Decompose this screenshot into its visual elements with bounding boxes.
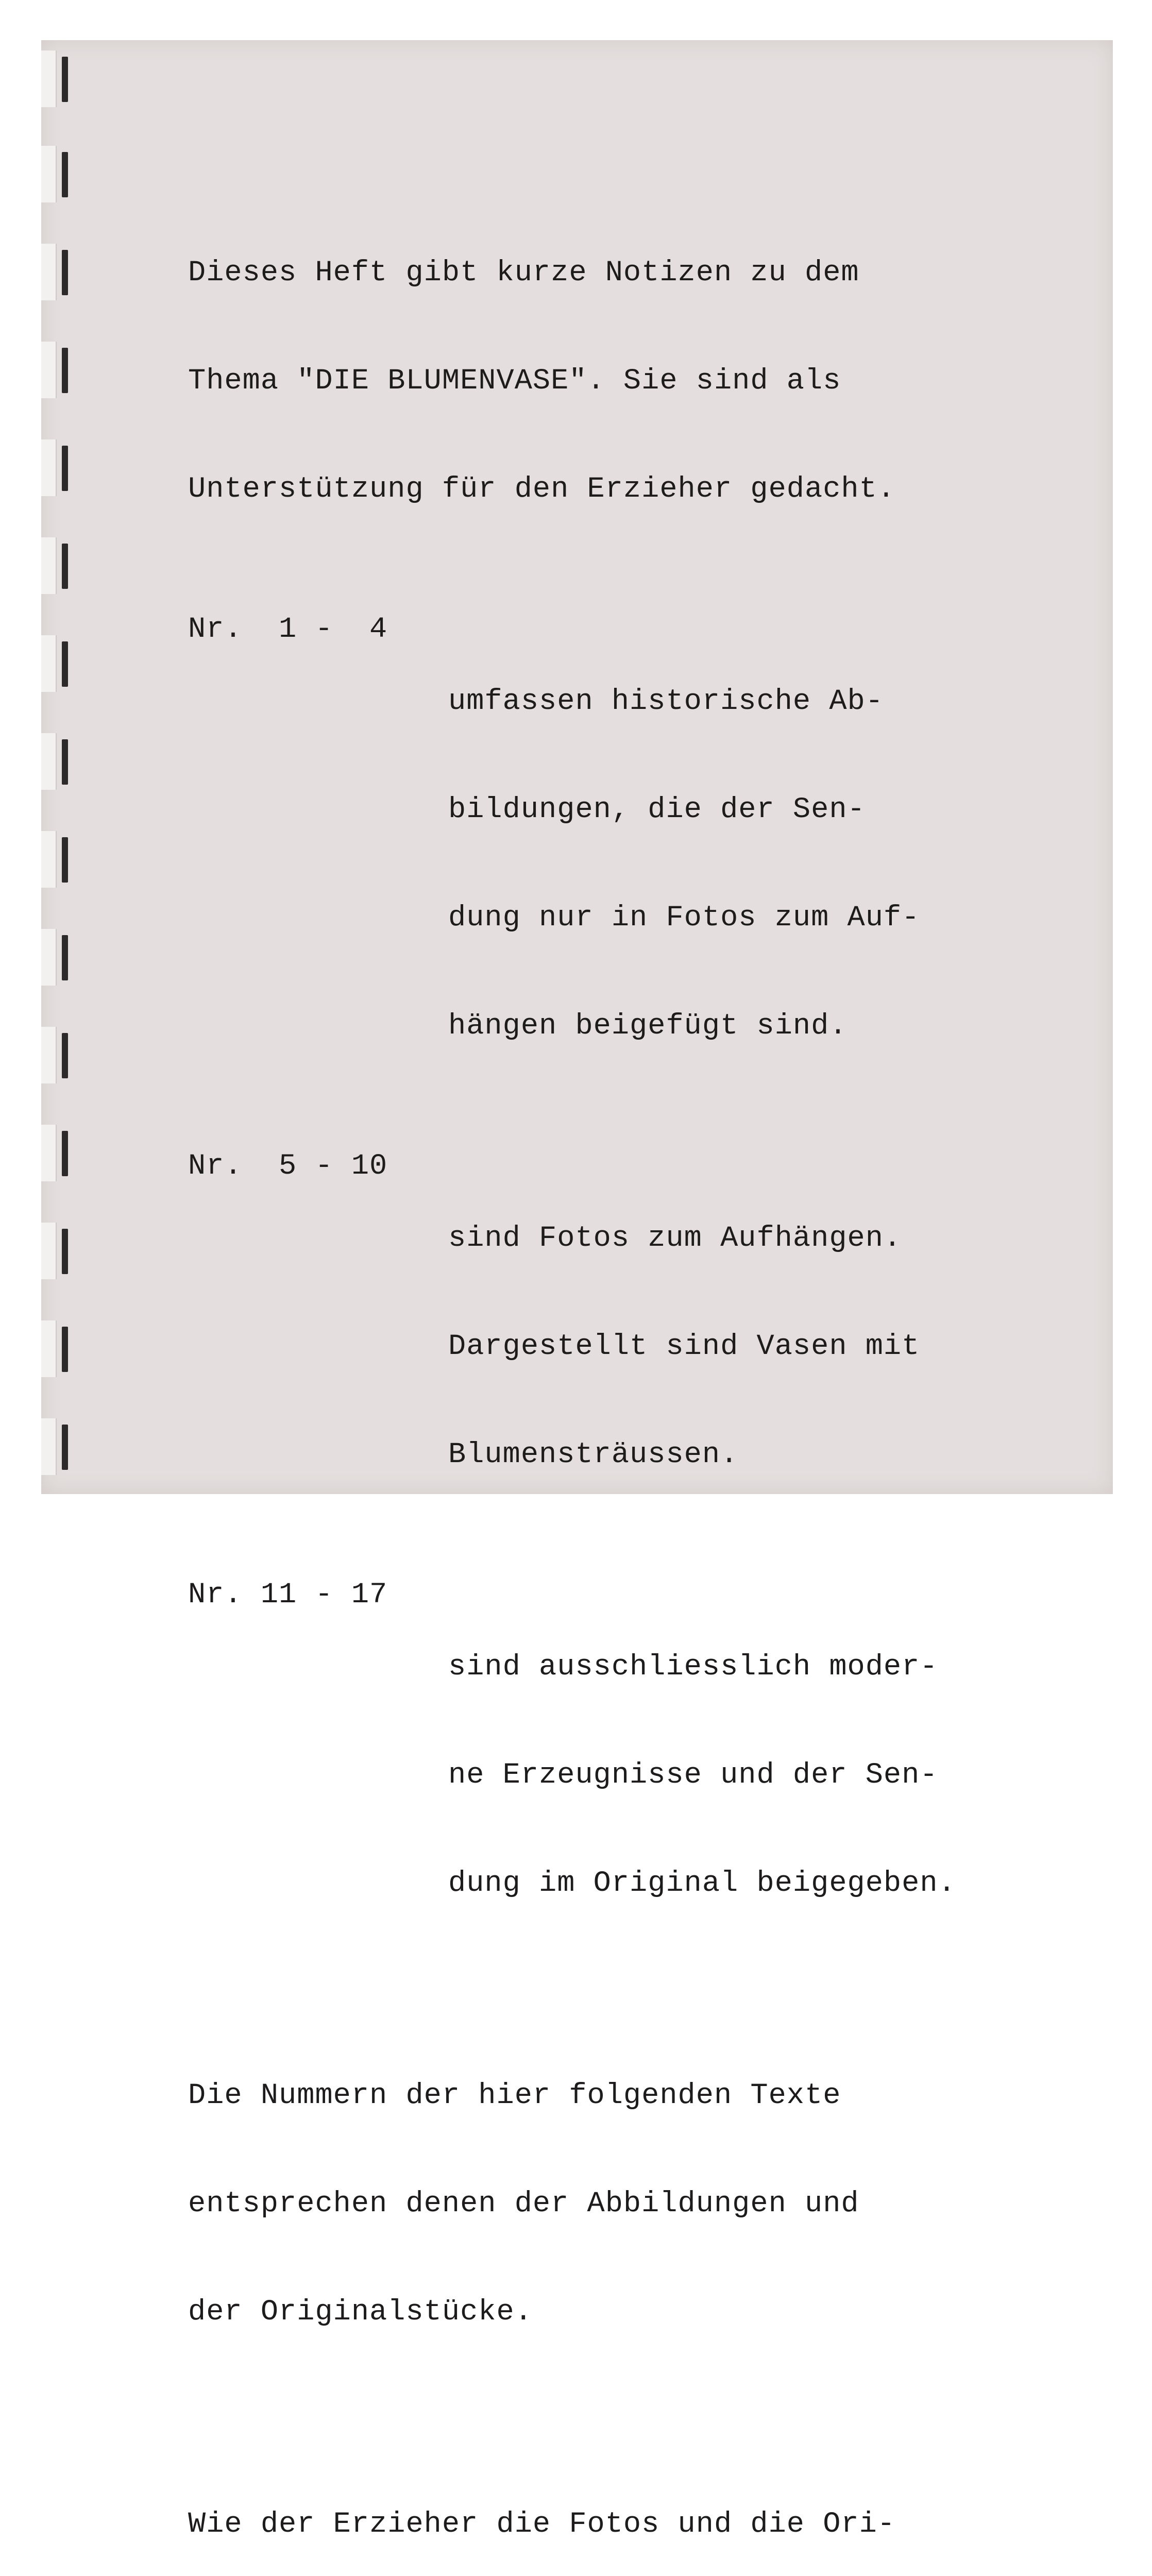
- numbered-item: [188, 1148, 956, 1545]
- intro-paragraph: [188, 183, 956, 580]
- text-line: ne Erzeugnisse und der Sen-: [448, 1759, 938, 1792]
- spiral-binding: [41, 40, 77, 1494]
- text-line: hängen beigefügt sind.: [448, 1010, 848, 1043]
- item-description: [448, 1577, 956, 1974]
- text-line: bildungen, die der Sen-: [448, 793, 866, 826]
- item-number-range: Nr. 5 - 10: [188, 1150, 388, 1183]
- item-number-range: Nr. 1 - 4: [188, 613, 388, 646]
- binding-slot: [41, 1320, 77, 1377]
- binding-slot: [41, 244, 77, 300]
- binding-slot: [41, 50, 77, 107]
- binding-slot: [41, 831, 77, 888]
- binding-slot: [41, 1223, 77, 1279]
- binding-slot: [41, 146, 77, 202]
- text-line: Die Nummern der hier folgenden Texte: [188, 2079, 841, 2112]
- numbered-item: [188, 1577, 956, 1974]
- binding-slot: [41, 1418, 77, 1475]
- item-description: [448, 612, 920, 1116]
- text-line: sind ausschliesslich moder-: [448, 1651, 938, 1684]
- text-line: entsprechen denen der Abbildungen und: [188, 2188, 859, 2221]
- binding-slot: [41, 1125, 77, 1181]
- text-line: dung im Original beigegeben.: [448, 1867, 956, 1900]
- binding-slot: [41, 1027, 77, 1083]
- text-line: Blumensträussen.: [448, 1438, 739, 1471]
- text-line: der Originalstücke.: [188, 2296, 533, 2329]
- text-line: dung nur in Fotos zum Auf-: [448, 902, 920, 935]
- text-line: Unterstützung für den Erzieher gedacht.: [188, 473, 896, 506]
- typewritten-text: [188, 183, 956, 2576]
- numbering-note-paragraph: [188, 2006, 956, 2402]
- item-description: [448, 1148, 920, 1545]
- text-line: Dieses Heft gibt kurze Notizen zu dem: [188, 257, 859, 290]
- usage-note-paragraph: [188, 2434, 956, 2576]
- binding-slot: [41, 537, 77, 594]
- binding-slot: [41, 439, 77, 496]
- binding-slot: [41, 929, 77, 986]
- item-number-range: Nr. 11 - 17: [188, 1579, 388, 1612]
- text-line: Wie der Erzieher die Fotos und die Ori-: [188, 2508, 896, 2541]
- binding-slot: [41, 635, 77, 692]
- text-line: sind Fotos zum Aufhängen.: [448, 1222, 902, 1255]
- text-line: Dargestellt sind Vasen mit: [448, 1330, 920, 1363]
- binding-slot: [41, 342, 77, 398]
- text-line: umfassen historische Ab-: [448, 685, 884, 718]
- binding-slot: [41, 733, 77, 790]
- numbered-item: [188, 612, 956, 1116]
- text-line: Thema "DIE BLUMENVASE". Sie sind als: [188, 365, 841, 398]
